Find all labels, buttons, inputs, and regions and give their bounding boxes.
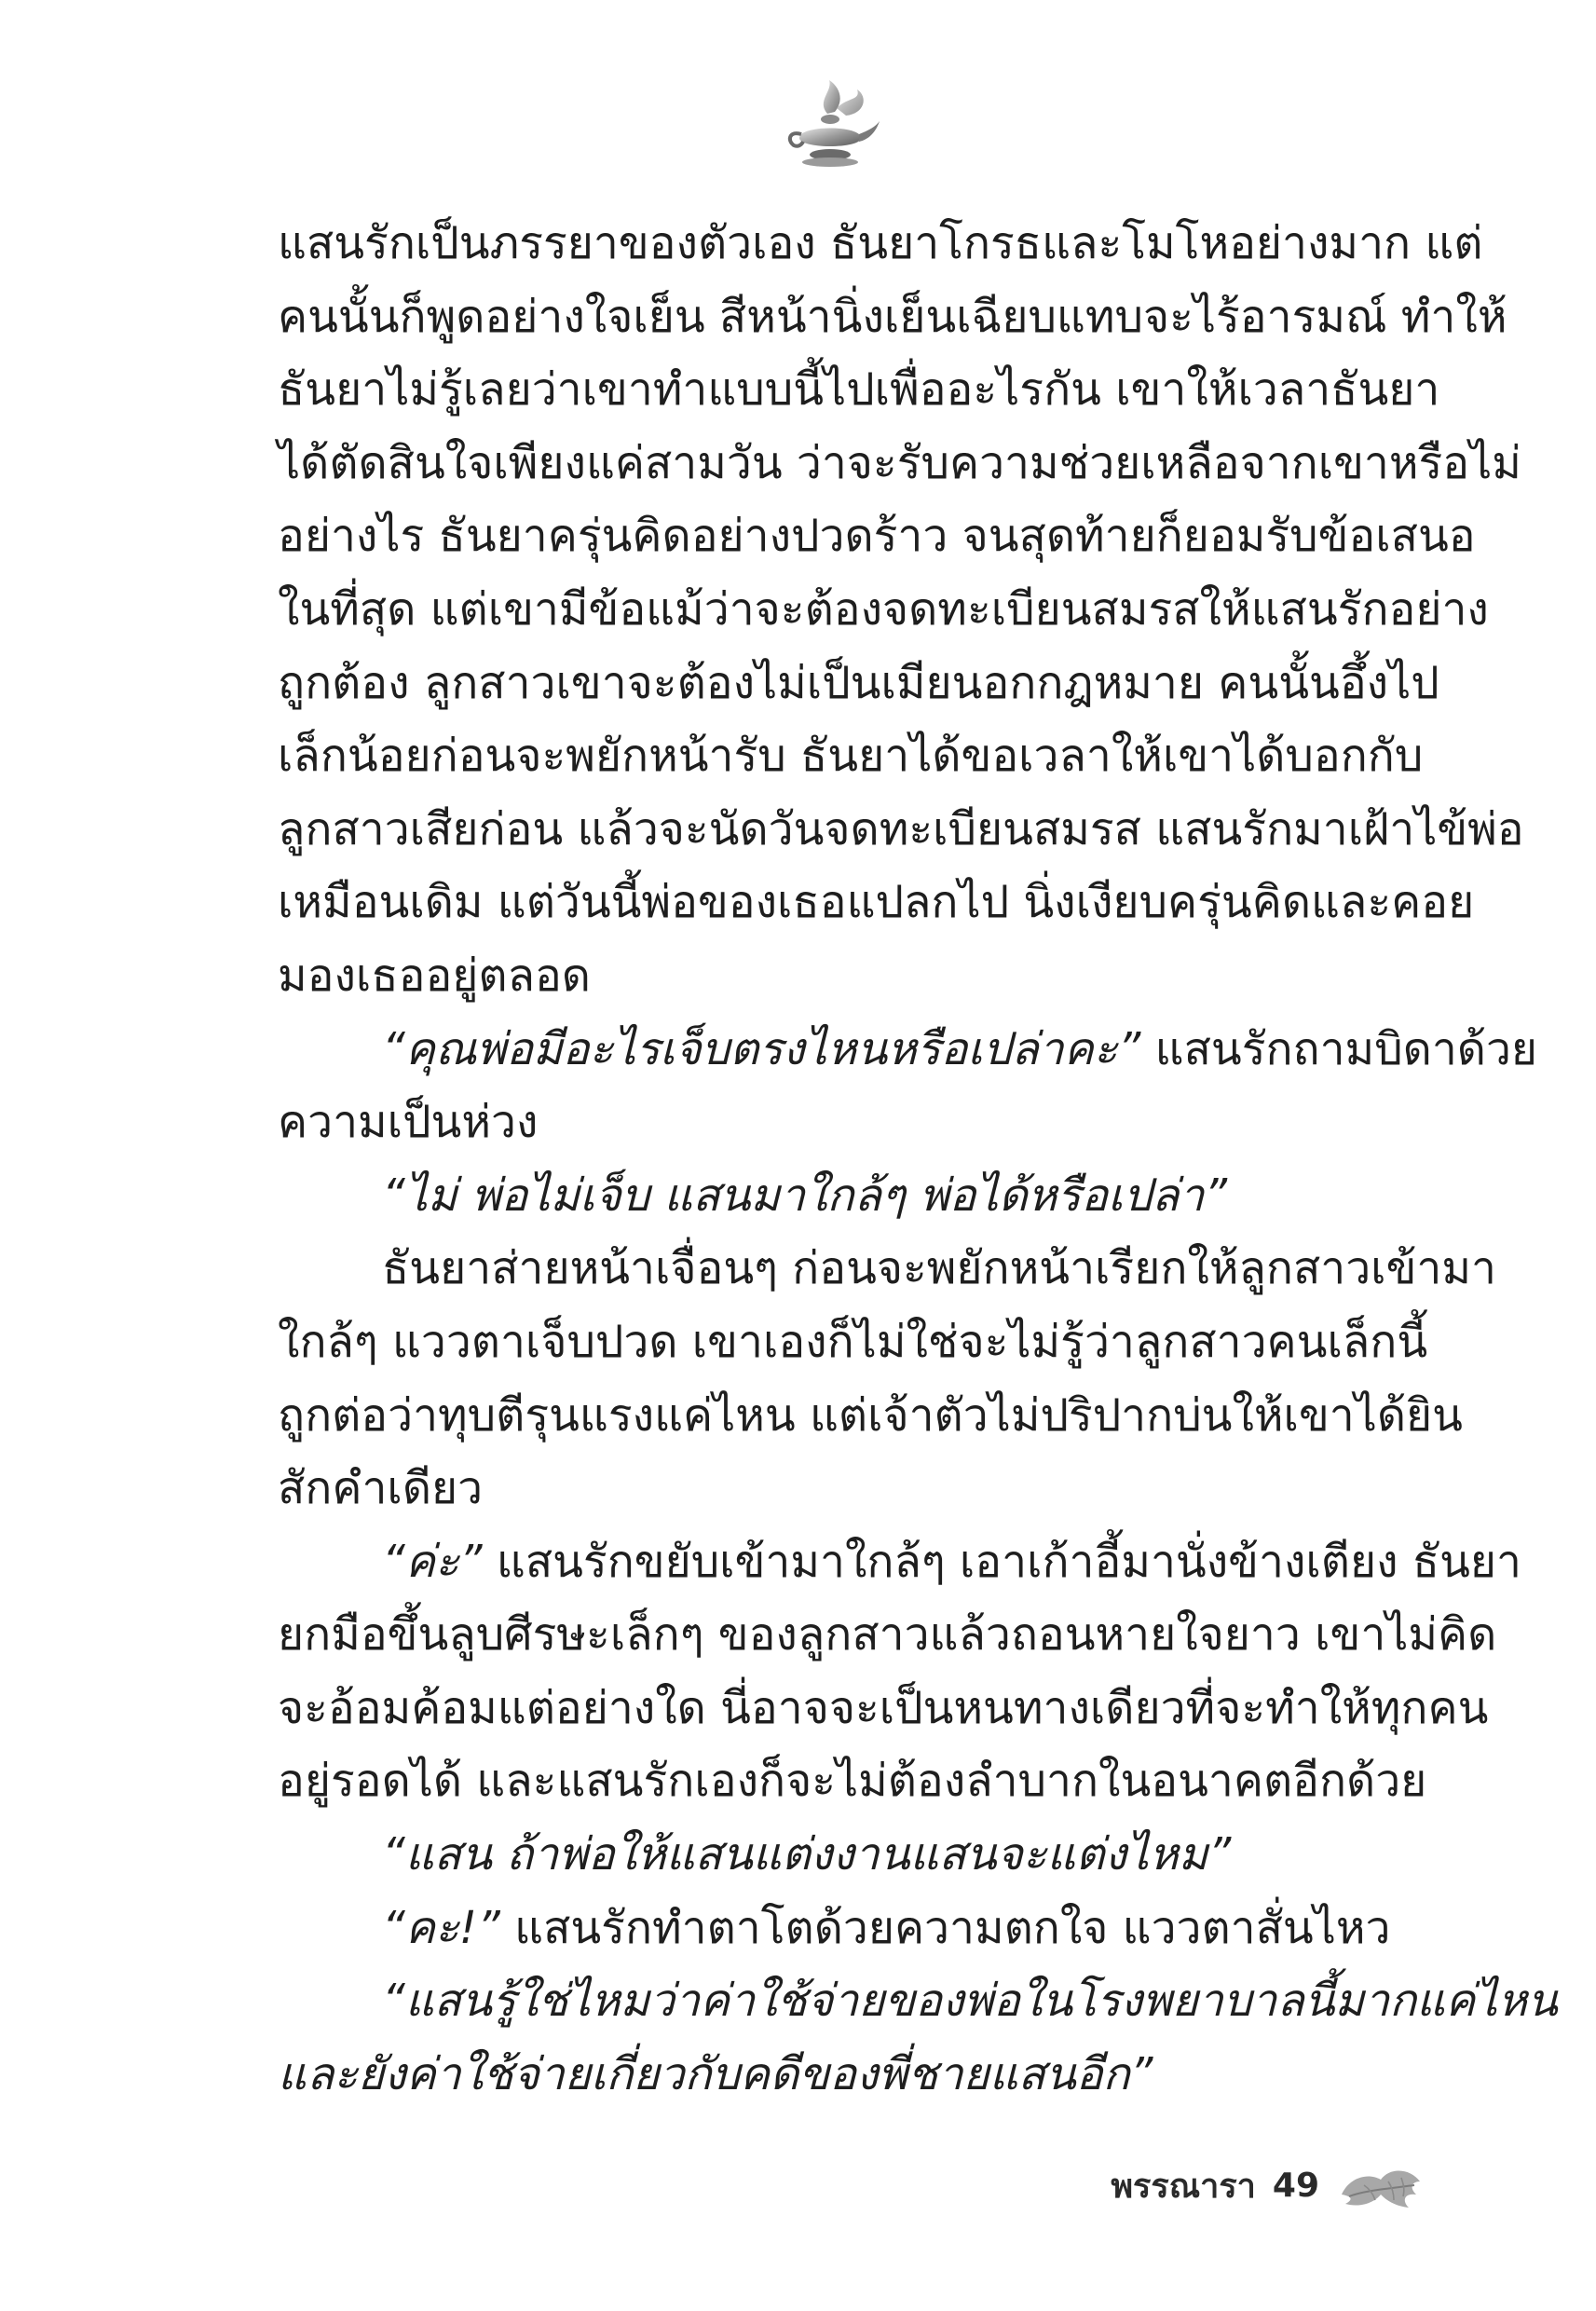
- narration-text: แสนรักเป็นภรรยาของตัวเอง ธันยาโกรธและโมโหอย่างมาก แต่: [278, 217, 1483, 269]
- text-line: [278, 1744, 1427, 1818]
- text-line: [278, 1672, 1489, 1745]
- dialogue-quote: “คุณพ่อมีอะไรเจ็บตรงไหนหรือเปล่าคะ”: [382, 1022, 1141, 1075]
- narration-text: ถูกต้อง ลูกสาวเขาจะต้องไม่เป็นเมียนอกกฎหมาย คนนั้นอึ้งไป: [278, 656, 1439, 709]
- text-line: [278, 1452, 1416, 1525]
- narration-text: แสนรักขยับเข้ามาใกล้ๆ เอาเก้าอี้มานั่งข้างเตียง ธันยา: [482, 1535, 1521, 1588]
- text-line: [278, 207, 1483, 280]
- dialogue-quote: “คะ!”: [382, 1901, 500, 1954]
- narration-text: คนนั้นก็พูดอย่างใจเย็น สีหน้านิ่งเย็นเฉียบแทบจะไร้อารมณ์ ทำให้: [278, 290, 1507, 343]
- text-line: [278, 1964, 1558, 2038]
- text-line: [278, 647, 1439, 720]
- narration-text: มองเธออยู่ตลอด: [278, 949, 591, 1002]
- text-line: [278, 1013, 1538, 1087]
- dialogue-quote: “แสนรู้ใช่ไหมว่าค่าใช้จ่ายของพ่อในโรงพยาบาลนี้มากแค่ไหน: [382, 1975, 1558, 2028]
- text-line: [278, 866, 1475, 939]
- narration-text: แสนรักถามบิดาด้วย: [1140, 1022, 1538, 1075]
- genie-lamp-icon: [779, 73, 881, 175]
- page-number: 49: [1272, 2166, 1319, 2205]
- body-text: [278, 207, 1558, 2111]
- leaf-ornament-icon: [1336, 2157, 1425, 2213]
- narration-text: ในที่สุด แต่เขามีข้อแม้ว่าจะต้องจดทะเบียนสมรสให้แสนรักอย่าง: [278, 582, 1489, 636]
- text-line: [278, 353, 1440, 427]
- narration-text: ลูกสาวเสียก่อน แล้วจะนัดวันจดทะเบียนสมรส แสนรักมาเฝ้าไข้พ่อ: [278, 802, 1524, 855]
- text-line: [278, 1306, 1428, 1379]
- narration-text: ใกล้ๆ แววตาเจ็บปวด เขาเองก็ไม่ใช่จะไม่รู้ว่าลูกสาวคนเล็กนี้: [278, 1315, 1428, 1368]
- text-line: [278, 1159, 1416, 1233]
- text-line: [278, 499, 1476, 573]
- book-title: พรรณารา: [1111, 2167, 1256, 2206]
- narration-text: อย่างไร ธันยาครุ่นคิดอย่างปวดร้าว จนสุดท้ายก็ยอมรับข้อเสนอ: [278, 510, 1476, 563]
- narration-text: จะอ้อมค้อมแต่อย่างใด นี่อาจจะเป็นหนทางเดียวที่จะทำให้ทุกคน: [278, 1681, 1489, 1734]
- text-line: [278, 1379, 1463, 1453]
- dialogue-quote: “ไม่ พ่อไม่เจ็บ แสนมาใกล้ๆ พ่อได้หรือเปล่า”: [382, 1169, 1228, 1222]
- text-line: [278, 573, 1489, 647]
- text-line: [278, 280, 1507, 354]
- narration-text: ได้ตัดสินใจเพียงแค่สามวัน ว่าจะรับความช่วยเหลือจากเขาหรือไม่: [278, 436, 1521, 489]
- text-line: [278, 2038, 1416, 2112]
- narration-text: ธันยาส่ายหน้าเจื่อนๆ ก่อนจะพยักหน้าเรียกให้ลูกสาวเข้ามา: [382, 1242, 1496, 1295]
- text-line: [278, 793, 1524, 867]
- text-line: [278, 1086, 1416, 1159]
- text-line: [278, 1892, 1416, 1965]
- text-line: [278, 427, 1521, 500]
- narration-text: ถูกต่อว่าทุบตีรุนแรงแค่ไหน แต่เจ้าตัวไม่ปริปากบ่นให้เขาได้ยิน: [278, 1388, 1463, 1442]
- narration-text: สักคำเดียว: [278, 1462, 484, 1515]
- narration-text: ยกมือขึ้นลูบศีรษะเล็กๆ ของลูกสาวแล้วถอนหายใจยาว เขาไม่คิด: [278, 1608, 1497, 1661]
- text-line: [278, 1525, 1521, 1599]
- narration-text: ธันยาไม่รู้เลยว่าเขาทำแบบนี้ไปเพื่ออะไรกัน เขาให้เวลาธันยา: [278, 363, 1440, 417]
- text-line: [278, 1818, 1416, 1892]
- narration-text: เล็กน้อยก่อนจะพยักหน้ารับ ธันยาได้ขอเวลาให้เขาได้บอกกับ: [278, 730, 1424, 783]
- narration-text: ความเป็นห่วง: [278, 1096, 539, 1149]
- text-line: [278, 939, 1416, 1013]
- narration-text: แสนรักทำตาโตด้วยความตกใจ แววตาสั่นไหว: [499, 1901, 1391, 1954]
- page-footer: [1071, 2153, 1425, 2218]
- text-line: [278, 1232, 1496, 1306]
- dialogue-quote: “แสน ถ้าพ่อให้แสนแต่งงานแสนจะแต่งไหม”: [382, 1828, 1232, 1881]
- text-line: [278, 1598, 1497, 1672]
- dialogue-quote: “ค่ะ”: [382, 1535, 483, 1588]
- text-line: [278, 719, 1424, 793]
- narration-text: อยู่รอดได้ และแสนรักเองก็จะไม่ต้องลำบากในอนาคตอีกด้วย: [278, 1755, 1427, 1808]
- narration-text: เหมือนเดิม แต่วันนี้พ่อของเธอแปลกไป นิ่งเงียบครุ่นคิดและคอย: [278, 876, 1475, 929]
- dialogue-quote: และยังค่าใช้จ่ายเกี่ยวกับคดีของพี่ชายแสนอีก”: [278, 2047, 1153, 2100]
